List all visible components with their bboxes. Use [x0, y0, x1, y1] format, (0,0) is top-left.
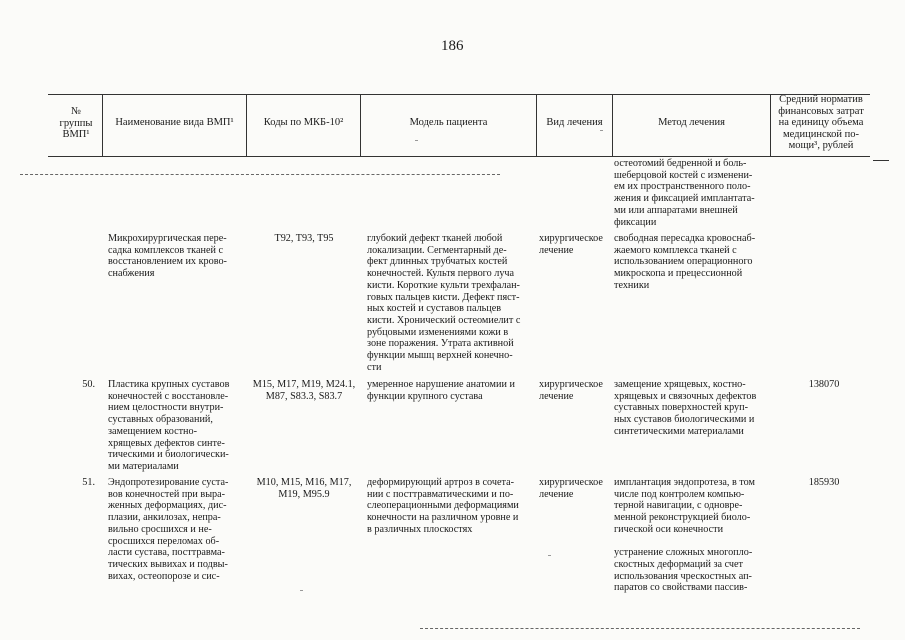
header-treatment-type: Вид лечения — [546, 117, 603, 128]
row-icd-codes: M10, M15, M16, M17, M19, M95.9 — [256, 477, 352, 500]
row-treatment-type: хирургическое лечение — [539, 379, 603, 402]
header-group-number: № группы ВМП¹ — [59, 106, 93, 140]
header-patient-model: Модель пациента — [409, 117, 488, 128]
scan-speck — [300, 590, 303, 591]
right-edge-mark — [873, 160, 889, 161]
header-average-cost: Средний норматив финансовых затрат на единицу объема медицинской по- мощи³, рублей — [778, 94, 864, 151]
dashed-separator — [420, 628, 860, 629]
row-treatment-type: хирургическое лечение — [539, 233, 603, 256]
row-icd-codes: T92, T93, T95 — [274, 233, 334, 244]
row-average-cost: 185930 — [808, 477, 840, 488]
table-top-border — [48, 94, 870, 95]
header-icd-codes: Коды по МКБ-10² — [263, 117, 344, 128]
row-patient-model: деформирующий артроз в сочета- нии с посттравматическими и по- слеоперационными деформациями конечности на различном уровне и в различных плоскостях — [367, 477, 519, 535]
header-bottom-border — [48, 156, 870, 157]
scan-speck — [600, 130, 603, 131]
row-treatment-method: имплантация эндопротеза, в том числе под контролем компью- терной навигации, с одновре- менной реконструкцией биоло- гической оси конечности устранение сложных многопло- скостных деформаций за счет использования чрескостных ап- паратов со свойствами пассив- — [614, 477, 756, 594]
scan-speck — [548, 555, 551, 556]
row-average-cost: 138070 — [808, 379, 840, 390]
row-vmp-name: Пластика крупных суставов конечностей с восстановле- нием целостности внутри- суставных образований, замещением костно- хрящевых дефектов синте- тическими и биологически- ми материалами — [108, 379, 230, 472]
row-treatment-type: хирургическое лечение — [539, 477, 603, 500]
row-icd-codes: M15, M17, M19, M24.1, M87, S83.3, S83.7 — [252, 379, 356, 402]
dashed-separator — [20, 174, 500, 175]
row-patient-model: умеренное нарушение анатомии и функции крупного сустава — [367, 379, 515, 402]
row-group-number: 51. — [82, 477, 95, 488]
header-treatment-method: Метод лечения — [658, 117, 725, 128]
row-patient-model: глубокий дефект тканей любой локализации. Сегментарный де- фект длинных трубчатых костей конечностей. Культя первого луча кисти. Короткие культи трехфалан- говых пальцев кисти. Дефект пяст- ных костей и суставов пальцев кисти. Хронический остеомиелит с рубцовыми изменениями кожи в зоне поражения. Утрата активной функции мышц верхней конечно- сти — [367, 233, 521, 373]
scan-speck — [415, 140, 418, 141]
row-treatment-method: свободная пересадка кровоснаб- жаемого комплекса тканей с использованием операционного микроскопа и прецессионной техники — [614, 233, 756, 291]
row-treatment-method: замещение хрящевых, костно- хрящевых и связочных дефектов суставных поверхностей круп- ных суставов биологическими и синтетическими материалами — [614, 379, 757, 437]
row-vmp-name: Эндопротезирование суста- вов конечностей при выра- женных деформациях, дис- плазии, анкилозах, непра- вильно сросшихся и не- сросшихся переломах об- ласти сустава, посттравма- тических вывихах и подвы- вихах, остеопорозе и сис- — [108, 477, 229, 582]
page-number: 186 — [441, 38, 464, 54]
row-vmp-name: Микрохирургическая пере- садка комплексов тканей с восстановлением их крово- снабжения — [108, 233, 227, 280]
header-vmp-name: Наименование вида ВМП¹ — [115, 117, 234, 128]
row-group-number: 50. — [82, 379, 95, 390]
continued-method-cell: остеотомий бедренной и боль- шеберцовой костей с изменени- ем их пространственного поло- жения и фиксацией имплантата- ми или аппаратами внешней фиксации — [614, 158, 755, 228]
